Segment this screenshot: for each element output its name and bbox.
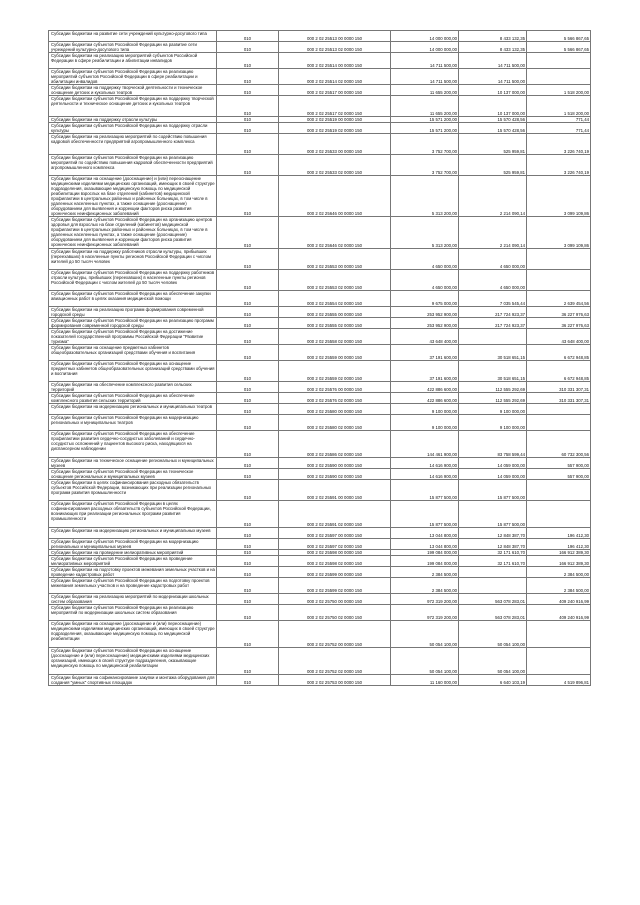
admin-code-cell: 010 — [217, 556, 279, 567]
budget-code-cell: 000 2 02 25576 02 0000 150 — [279, 393, 391, 404]
budget-code-cell: 000 2 02 25517 02 0000 150 — [279, 96, 391, 117]
unexecuted-cell: 36 227 976,63 — [527, 318, 591, 329]
unexecuted-cell: 5 566 867,65 — [527, 31, 591, 42]
approved-plan-cell: 15 571 200,00 — [391, 117, 459, 123]
table-row — [49, 648, 591, 675]
executed-cell: 9 100 000,00 — [459, 415, 527, 431]
budget-code-cell: 000 2 02 25513 00 0000 150 — [279, 31, 391, 42]
unexecuted-cell — [527, 69, 591, 85]
approved-plan-cell: 50 054 100,00 — [391, 648, 459, 675]
executed-cell: 525 959,81 — [459, 155, 527, 176]
approved-plan-cell: 15 571 200,00 — [391, 123, 459, 134]
table-row — [49, 307, 591, 318]
table-row — [49, 605, 591, 621]
executed-cell: 112 555 292,69 — [459, 393, 527, 404]
income-name-cell: Субсидии бюджетам субъектов Российской Федерации на обеспечение закупки авиационных работ в целях оказания медицинской помощи — [49, 291, 217, 307]
executed-cell: 12 848 387,70 — [459, 539, 527, 550]
income-name-cell: Субсидии бюджетам субъектов Российской Федерации на реализацию мероприятий субъектов Российской Федерации в сфере реабилитации и абилитации инвалидов — [49, 69, 217, 85]
admin-code-cell: 010 — [217, 393, 279, 404]
approved-plan-cell: 199 084 000,00 — [391, 550, 459, 556]
approved-plan-cell: 2 384 500,00 — [391, 578, 459, 594]
admin-code-cell: 010 — [217, 249, 279, 270]
admin-code-cell: 010 — [217, 270, 279, 291]
budget-code-cell: 000 2 02 25597 02 0000 150 — [279, 539, 391, 550]
table-row — [49, 431, 591, 458]
income-name-cell: Субсидии бюджетам субъектов Российской Федерации на реализацию программ формирования современной городской среды — [49, 318, 217, 329]
executed-cell: 8 433 132,35 — [459, 42, 527, 53]
executed-cell: 112 555 292,69 — [459, 382, 527, 393]
executed-cell: 7 035 545,44 — [459, 291, 527, 307]
table-row — [49, 594, 591, 605]
table-row — [49, 270, 591, 291]
income-name-cell: Субсидии бюджетам субъектов Российской Федерации на техническое оснащение региональных и муниципальных музеев — [49, 469, 217, 480]
approved-plan-cell: 15 877 500,00 — [391, 501, 459, 528]
income-name-cell: Субсидии бюджетам на модернизацию региональных и муниципальных музеев — [49, 528, 217, 539]
admin-code-cell: 010 — [217, 85, 279, 96]
executed-cell: 50 054 100,00 — [459, 621, 527, 648]
executed-cell: 563 078 283,01 — [459, 605, 527, 621]
executed-cell: 14 059 000,00 — [459, 469, 527, 480]
unexecuted-cell — [527, 621, 591, 648]
executed-cell — [459, 578, 527, 594]
table-row — [49, 31, 591, 42]
budget-code-cell: 000 2 02 25599 00 0000 150 — [279, 567, 391, 578]
income-name-cell: Субсидии бюджетам в целях софинансирования расходных обязательств субъектов Российской Федерации, возникающих при реализации региональных программ развития промышленности — [49, 480, 217, 501]
table-row — [49, 501, 591, 528]
budget-code-cell: 000 2 02 25554 02 0000 150 — [279, 291, 391, 307]
approved-plan-cell: 14 000 000,00 — [391, 31, 459, 42]
executed-cell: 563 078 283,01 — [459, 594, 527, 605]
budget-code-cell: 000 2 02 25514 00 0000 150 — [279, 53, 391, 69]
approved-plan-cell: 13 044 800,00 — [391, 539, 459, 550]
budget-code-cell: 000 2 02 25555 02 0000 150 — [279, 318, 391, 329]
admin-code-cell: 010 — [217, 345, 279, 361]
income-name-cell: Субсидии бюджетам на реализацию программ формирования современной городской среды — [49, 307, 217, 318]
approved-plan-cell: 43 648 400,00 — [391, 329, 459, 345]
admin-code-cell: 010 — [217, 469, 279, 480]
approved-plan-cell: 972 319 200,00 — [391, 605, 459, 621]
unexecuted-cell: 6 672 948,85 — [527, 361, 591, 382]
executed-cell: 6 640 103,19 — [459, 675, 527, 686]
admin-code-cell: 010 — [217, 528, 279, 539]
budget-code-cell: 000 2 02 25598 02 0000 150 — [279, 556, 391, 567]
budget-code-cell: 000 2 02 25752 00 0000 150 — [279, 621, 391, 648]
approved-plan-cell: 9 100 000,00 — [391, 415, 459, 431]
table-row — [49, 550, 591, 556]
approved-plan-cell: 2 384 500,00 — [391, 567, 459, 578]
approved-plan-cell: 14 000 000,00 — [391, 42, 459, 53]
approved-plan-cell: 972 319 200,00 — [391, 594, 459, 605]
admin-code-cell: 010 — [217, 217, 279, 249]
admin-code-cell: 010 — [217, 431, 279, 458]
income-name-cell: Субсидии бюджетам субъектов Российской Федерации на достижение показателей государственной программы Российской Федерации "Развитие туризма" — [49, 329, 217, 345]
table-row — [49, 404, 591, 415]
income-name-cell: Субсидии бюджетам субъектов Российской Федерации на модернизацию региональных и муниципальных театров — [49, 415, 217, 431]
table-row — [49, 96, 591, 117]
approved-plan-cell: 3 752 700,00 — [391, 155, 459, 176]
admin-code-cell: 010 — [217, 539, 279, 550]
approved-plan-cell: 5 313 200,00 — [391, 217, 459, 249]
income-name-cell: Субсидии бюджетам на модернизацию региональных и муниципальных театров — [49, 404, 217, 415]
table-row — [49, 42, 591, 53]
executed-cell: 30 518 651,15 — [459, 345, 527, 361]
admin-code-cell: 010 — [217, 134, 279, 155]
income-name-cell: Субсидии бюджетам субъектов Российской Федерации на поддержку творческой деятельности и техническое оснащение детских и кукольных театров — [49, 96, 217, 117]
admin-code-cell: 010 — [217, 404, 279, 415]
table-row — [49, 567, 591, 578]
executed-cell — [459, 329, 527, 345]
executed-cell: 15 570 428,56 — [459, 117, 527, 123]
income-name-cell: Субсидии бюджетам на подготовку проектов межевания земельных участков и на проведение кадастровых работ — [49, 567, 217, 578]
budget-code-cell: 000 2 02 25598 00 0000 150 — [279, 550, 391, 556]
approved-plan-cell: 37 191 600,00 — [391, 345, 459, 361]
unexecuted-cell: 3 099 109,86 — [527, 217, 591, 249]
table-row — [49, 621, 591, 648]
budget-code-cell: 000 2 02 25753 00 0000 150 — [279, 675, 391, 686]
income-name-cell: Субсидии бюджетам на поддержку отрасли культуры — [49, 117, 217, 123]
table-row — [49, 69, 591, 85]
budget-code-cell: 000 2 02 25580 00 0000 150 — [279, 404, 391, 415]
approved-plan-cell: 3 752 700,00 — [391, 134, 459, 155]
unexecuted-cell — [527, 249, 591, 270]
unexecuted-cell: 310 331 307,31 — [527, 393, 591, 404]
approved-plan-cell: 9 100 000,00 — [391, 404, 459, 415]
budget-code-cell: 000 2 02 25553 02 0000 150 — [279, 270, 391, 291]
unexecuted-cell: 1 518 200,00 — [527, 96, 591, 117]
table-body — [49, 31, 591, 686]
admin-code-cell: 010 — [217, 318, 279, 329]
income-name-cell: Субсидии бюджетам на оснащение (дооснащение и (или) переоснащение) медицинскими изделиями медицинских организаций, имеющих в своей структуре подразделения, оказывающие медицинскую помощь по медицинской реабилитации — [49, 621, 217, 648]
unexecuted-cell: 3 226 740,19 — [527, 134, 591, 155]
table-row — [49, 556, 591, 567]
executed-cell: 4 650 000,00 — [459, 270, 527, 291]
admin-code-cell: 010 — [217, 69, 279, 85]
budget-code-cell: 000 2 02 25752 02 0000 150 — [279, 648, 391, 675]
income-name-cell: Субсидии бюджетам на развитие сети учреждений культурно-досугового типа — [49, 31, 217, 42]
budget-code-cell: 000 2 02 25750 02 0000 150 — [279, 605, 391, 621]
table-row — [49, 117, 591, 123]
approved-plan-cell: 15 877 500,00 — [391, 480, 459, 501]
unexecuted-cell: 166 912 389,30 — [527, 556, 591, 567]
income-name-cell: Субсидии бюджетам на реализацию мероприятий по модернизации школьных систем образования — [49, 594, 217, 605]
budget-code-cell: 000 2 02 25513 02 0000 150 — [279, 42, 391, 53]
executed-cell: 217 724 923,37 — [459, 318, 527, 329]
approved-plan-cell: 422 886 600,00 — [391, 393, 459, 404]
budget-code-cell: 000 2 02 25576 00 0000 150 — [279, 382, 391, 393]
admin-code-cell: 010 — [217, 415, 279, 431]
income-name-cell: Субсидии бюджетам на софинансирование закупки и монтажа оборудования для создания "умных" спортивных площадок — [49, 675, 217, 686]
admin-code-cell: 010 — [217, 567, 279, 578]
admin-code-cell: 010 — [217, 648, 279, 675]
unexecuted-cell: 196 412,30 — [527, 539, 591, 550]
budget-code-cell: 000 2 02 25533 00 0000 150 — [279, 134, 391, 155]
budget-code-cell: 000 2 02 25519 00 0000 150 — [279, 117, 391, 123]
approved-plan-cell: 14 711 500,00 — [391, 69, 459, 85]
admin-code-cell: 010 — [217, 117, 279, 123]
unexecuted-cell: 43 648 400,00 — [527, 329, 591, 345]
admin-code-cell: 010 — [217, 31, 279, 42]
table-row — [49, 291, 591, 307]
admin-code-cell: 010 — [217, 480, 279, 501]
unexecuted-cell: 60 732 300,56 — [527, 431, 591, 458]
income-name-cell: Субсидии бюджетам субъектов Российской Федерации в целях софинансирования расходных обязательств субъектов Российской Федерации, возникающих при реализации региональных программ развития промышленности — [49, 501, 217, 528]
income-name-cell: Субсидии бюджетам субъектов Российской Федерации на оснащение предметных кабинетов общеобразовательных организаций средствами обучения и воспитания — [49, 361, 217, 382]
income-name-cell: Субсидии бюджетам на поддержку творческой деятельности и техническое оснащение детских и кукольных театров — [49, 85, 217, 96]
admin-code-cell: 010 — [217, 123, 279, 134]
income-name-cell: Субсидии бюджетам субъектов Российской Федерации на реализацию мероприятий по содействию повышения кадровой обеспеченности предприятий агропромышленного комплекса — [49, 155, 217, 176]
approved-plan-cell: 11 655 200,00 — [391, 85, 459, 96]
unexecuted-cell — [527, 415, 591, 431]
income-name-cell: Субсидии бюджетам на оснащение предметных кабинетов общеобразовательных организаций средствами обучения и воспитания — [49, 345, 217, 361]
unexecuted-cell — [527, 53, 591, 69]
executed-cell: 14 059 000,00 — [459, 458, 527, 469]
table-row — [49, 134, 591, 155]
executed-cell: 30 518 651,15 — [459, 361, 527, 382]
approved-plan-cell: 11 160 000,00 — [391, 675, 459, 686]
unexecuted-cell: 2 384 500,00 — [527, 567, 591, 578]
approved-plan-cell: 14 616 900,00 — [391, 458, 459, 469]
budget-code-cell: 000 2 02 25555 00 0000 150 — [279, 307, 391, 318]
unexecuted-cell: 2 639 454,56 — [527, 291, 591, 307]
income-name-cell: Субсидии бюджетам субъектов Российской Федерации на обеспечение комплексного развития сельских территорий — [49, 393, 217, 404]
budget-code-cell: 000 2 02 25590 02 0000 150 — [279, 469, 391, 480]
budget-code-cell: 000 2 02 25646 00 0000 150 — [279, 176, 391, 217]
income-name-cell: Субсидии бюджетам на оснащение (дооснащение) и (или) переоснащение медицинскими изделиями медицинских организаций, имеющих в своей структуре подразделения, оказывающие медицинскую помощь по медицинской реабилитации взрослых на базе отделений (кабинетов) медицинской профилактики в центральных районных и районных больницах, в том числе в удаленных населенных пунктах, а также оснащение (дооснащение) оборудованием для выявления и коррекции факторов риска развития хронических неинфекционных заболеваний — [49, 176, 217, 217]
income-name-cell: Субсидии бюджетам на проведение мелиоративных мероприятий — [49, 550, 217, 556]
approved-plan-cell: 9 675 000,00 — [391, 291, 459, 307]
approved-plan-cell: 5 313 200,00 — [391, 176, 459, 217]
executed-cell — [459, 567, 527, 578]
table-row — [49, 123, 591, 134]
budget-code-cell: 000 2 02 25514 02 0000 150 — [279, 69, 391, 85]
unexecuted-cell: 557 900,00 — [527, 458, 591, 469]
budget-revenue-table — [48, 30, 591, 686]
executed-cell: 15 570 428,56 — [459, 123, 527, 134]
income-name-cell: Субсидии бюджетам на техническое оснащение региональных и муниципальных музеев — [49, 458, 217, 469]
income-name-cell: Субсидии бюджетам субъектов Российской Федерации на модернизацию региональных и муниципальных музеев — [49, 539, 217, 550]
table-row — [49, 249, 591, 270]
table-row — [49, 480, 591, 501]
unexecuted-cell: 3 099 109,86 — [527, 176, 591, 217]
budget-code-cell: 000 2 02 25599 02 0000 150 — [279, 578, 391, 594]
executed-cell: 10 137 000,00 — [459, 96, 527, 117]
executed-cell: 12 848 387,70 — [459, 528, 527, 539]
income-name-cell: Субсидии бюджетам на реализацию мероприятий субъектов Российской Федерации в сфере реабилитации и абилитации инвалидов — [49, 53, 217, 69]
approved-plan-cell: 4 650 000,00 — [391, 270, 459, 291]
unexecuted-cell — [527, 648, 591, 675]
approved-plan-cell: 14 616 900,00 — [391, 469, 459, 480]
table-row — [49, 382, 591, 393]
budget-code-cell: 000 2 02 25517 00 0000 150 — [279, 85, 391, 96]
executed-cell: 32 171 610,70 — [459, 556, 527, 567]
table-row — [49, 155, 591, 176]
income-name-cell: Субсидии бюджетам субъектов Российской Федерации на проведение мелиоративных мероприятий — [49, 556, 217, 567]
unexecuted-cell — [527, 501, 591, 528]
table-row — [49, 85, 591, 96]
approved-plan-cell: 14 711 500,00 — [391, 53, 459, 69]
income-name-cell: Субсидии бюджетам субъектов Российской Федерации на развитие сети учреждений культурно-досугового типа — [49, 42, 217, 53]
admin-code-cell: 010 — [217, 605, 279, 621]
budget-code-cell: 000 2 02 25586 02 0000 150 — [279, 431, 391, 458]
income-name-cell: Субсидии бюджетам субъектов Российской Федерации на подготовку проектов межевания земельных участков и на проведение кадастровых работ — [49, 578, 217, 594]
income-name-cell: Субсидии бюджетам субъектов Российской Федерации на оснащение (дооснащение и (или) переоснащение) медицинскими изделиями медицинских организаций, имеющих в своей структуре подразделения, оказывающие медицинскую помощь по медицинской реабилитации — [49, 648, 217, 675]
admin-code-cell: 010 — [217, 361, 279, 382]
admin-code-cell: 010 — [217, 155, 279, 176]
unexecuted-cell: 2 384 500,00 — [527, 578, 591, 594]
budget-code-cell: 000 2 02 25597 00 0000 150 — [279, 528, 391, 539]
table-row — [49, 675, 591, 686]
income-name-cell: Субсидии бюджетам субъектов Российской Федерации на поддержку работников отрасли культуры, прибывших (переехавших) в населенные пункты регионов Российской Федерации с числом жителей до 50 тысяч человек — [49, 270, 217, 291]
executed-cell: 32 171 610,70 — [459, 550, 527, 556]
admin-code-cell: 010 — [217, 621, 279, 648]
unexecuted-cell: 557 900,00 — [527, 469, 591, 480]
executed-cell: 50 054 100,00 — [459, 648, 527, 675]
approved-plan-cell: 144 461 900,00 — [391, 431, 459, 458]
admin-code-cell: 010 — [217, 594, 279, 605]
unexecuted-cell — [527, 404, 591, 415]
unexecuted-cell: 4 519 896,81 — [527, 675, 591, 686]
unexecuted-cell: 5 566 867,65 — [527, 42, 591, 53]
executed-cell: 83 758 599,44 — [459, 431, 527, 458]
unexecuted-cell: 196 412,30 — [527, 528, 591, 539]
executed-cell: 525 959,81 — [459, 134, 527, 155]
unexecuted-cell: 310 331 307,31 — [527, 382, 591, 393]
unexecuted-cell: 771,44 — [527, 123, 591, 134]
admin-code-cell: 010 — [217, 96, 279, 117]
unexecuted-cell: 3 226 740,19 — [527, 155, 591, 176]
income-name-cell: Субсидии бюджетам субъектов Российской Федерации на реализацию мероприятий по модернизации школьных систем образования — [49, 605, 217, 621]
unexecuted-cell — [527, 480, 591, 501]
admin-code-cell: 010 — [217, 382, 279, 393]
budget-code-cell: 000 2 02 25559 00 0000 150 — [279, 345, 391, 361]
approved-plan-cell: 13 044 800,00 — [391, 528, 459, 539]
approved-plan-cell: 50 054 100,00 — [391, 621, 459, 648]
executed-cell: 15 877 500,00 — [459, 480, 527, 501]
executed-cell: 2 214 090,14 — [459, 176, 527, 217]
table-row — [49, 528, 591, 539]
executed-cell: 2 214 090,14 — [459, 217, 527, 249]
admin-code-cell: 010 — [217, 307, 279, 318]
approved-plan-cell: 253 952 900,00 — [391, 307, 459, 318]
table-row — [49, 458, 591, 469]
table-row — [49, 329, 591, 345]
admin-code-cell: 010 — [217, 42, 279, 53]
unexecuted-cell: 409 240 916,99 — [527, 594, 591, 605]
admin-code-cell: 010 — [217, 675, 279, 686]
unexecuted-cell: 6 672 948,85 — [527, 345, 591, 361]
budget-code-cell: 000 2 02 25558 02 0000 150 — [279, 329, 391, 345]
executed-cell: 14 711 500,00 — [459, 69, 527, 85]
table-row — [49, 539, 591, 550]
budget-code-cell: 000 2 02 25591 00 0000 150 — [279, 480, 391, 501]
admin-code-cell: 010 — [217, 550, 279, 556]
income-name-cell: Субсидии бюджетам субъектов Российской Федерации на обеспечение профилактики развития сердечно-сосудистых заболеваний и сердечно-сосудистых осложнений у пациентов высокого риска, находящихся на диспансерном наблюдении — [49, 431, 217, 458]
budget-code-cell: 000 2 02 25590 00 0000 150 — [279, 458, 391, 469]
budget-code-cell: 000 2 02 25519 02 0000 150 — [279, 123, 391, 134]
budget-code-cell: 000 2 02 25559 02 0000 150 — [279, 361, 391, 382]
executed-cell: 15 877 500,00 — [459, 501, 527, 528]
table-row — [49, 578, 591, 594]
income-name-cell: Субсидии бюджетам на реализацию мероприятий по содействию повышения кадровой обеспеченности предприятий агропромышленного комплекса — [49, 134, 217, 155]
admin-code-cell: 010 — [217, 291, 279, 307]
approved-plan-cell: 37 191 600,00 — [391, 361, 459, 382]
admin-code-cell: 010 — [217, 176, 279, 217]
executed-cell: 8 433 132,35 — [459, 31, 527, 42]
income-name-cell: Субсидии бюджетам субъектов Российской Федерации на организацию центров здоровья для взрослых на базе отделений (кабинетов) медицинской профилактики в центральных районных и районных больницах, в том числе в удаленных населенных пунктах, а также оснащение (дооснащение) оборудованием для выявления и коррекции факторов риска развития хронических неинфекционных заболеваний — [49, 217, 217, 249]
budget-code-cell: 000 2 02 25580 02 0000 150 — [279, 415, 391, 431]
unexecuted-cell: 36 227 976,63 — [527, 307, 591, 318]
table-row — [49, 361, 591, 382]
budget-code-cell: 000 2 02 25646 02 0000 150 — [279, 217, 391, 249]
admin-code-cell: 010 — [217, 53, 279, 69]
table-row — [49, 415, 591, 431]
admin-code-cell: 010 — [217, 458, 279, 469]
income-name-cell: Субсидии бюджетам на поддержку работников отрасли культуры, прибывших (переехавших) в населенные пункты регионов Российской Федерации с числом жителей до 50 тысяч человек — [49, 249, 217, 270]
table-row — [49, 469, 591, 480]
table-row — [49, 176, 591, 217]
budget-code-cell: 000 2 02 25533 02 0000 150 — [279, 155, 391, 176]
executed-cell: 4 650 000,00 — [459, 249, 527, 270]
unexecuted-cell: 409 240 916,99 — [527, 605, 591, 621]
table-row — [49, 217, 591, 249]
executed-cell: 14 711 500,00 — [459, 53, 527, 69]
approved-plan-cell: 4 650 000,00 — [391, 249, 459, 270]
table-row — [49, 393, 591, 404]
unexecuted-cell — [527, 270, 591, 291]
executed-cell: 217 724 923,37 — [459, 307, 527, 318]
table-row — [49, 53, 591, 69]
admin-code-cell: 010 — [217, 578, 279, 594]
budget-code-cell: 000 2 02 25591 02 0000 150 — [279, 501, 391, 528]
budget-code-cell: 000 2 02 25750 00 0000 150 — [279, 594, 391, 605]
admin-code-cell: 010 — [217, 501, 279, 528]
unexecuted-cell: 771,44 — [527, 117, 591, 123]
executed-cell: 9 100 000,00 — [459, 404, 527, 415]
approved-plan-cell: 253 952 900,00 — [391, 318, 459, 329]
income-name-cell: Субсидии бюджетам на обеспечение комплексного развития сельских территорий — [49, 382, 217, 393]
executed-cell: 10 137 000,00 — [459, 85, 527, 96]
admin-code-cell: 010 — [217, 329, 279, 345]
approved-plan-cell: 11 655 200,00 — [391, 96, 459, 117]
approved-plan-cell: 422 886 600,00 — [391, 382, 459, 393]
approved-plan-cell: 199 084 000,00 — [391, 556, 459, 567]
income-name-cell: Субсидии бюджетам субъектов Российской Федерации на поддержку отрасли культуры — [49, 123, 217, 134]
unexecuted-cell: 1 518 200,00 — [527, 85, 591, 96]
budget-code-cell: 000 2 02 25553 00 0000 150 — [279, 249, 391, 270]
unexecuted-cell: 166 912 389,30 — [527, 550, 591, 556]
table-row — [49, 345, 591, 361]
table-row — [49, 318, 591, 329]
